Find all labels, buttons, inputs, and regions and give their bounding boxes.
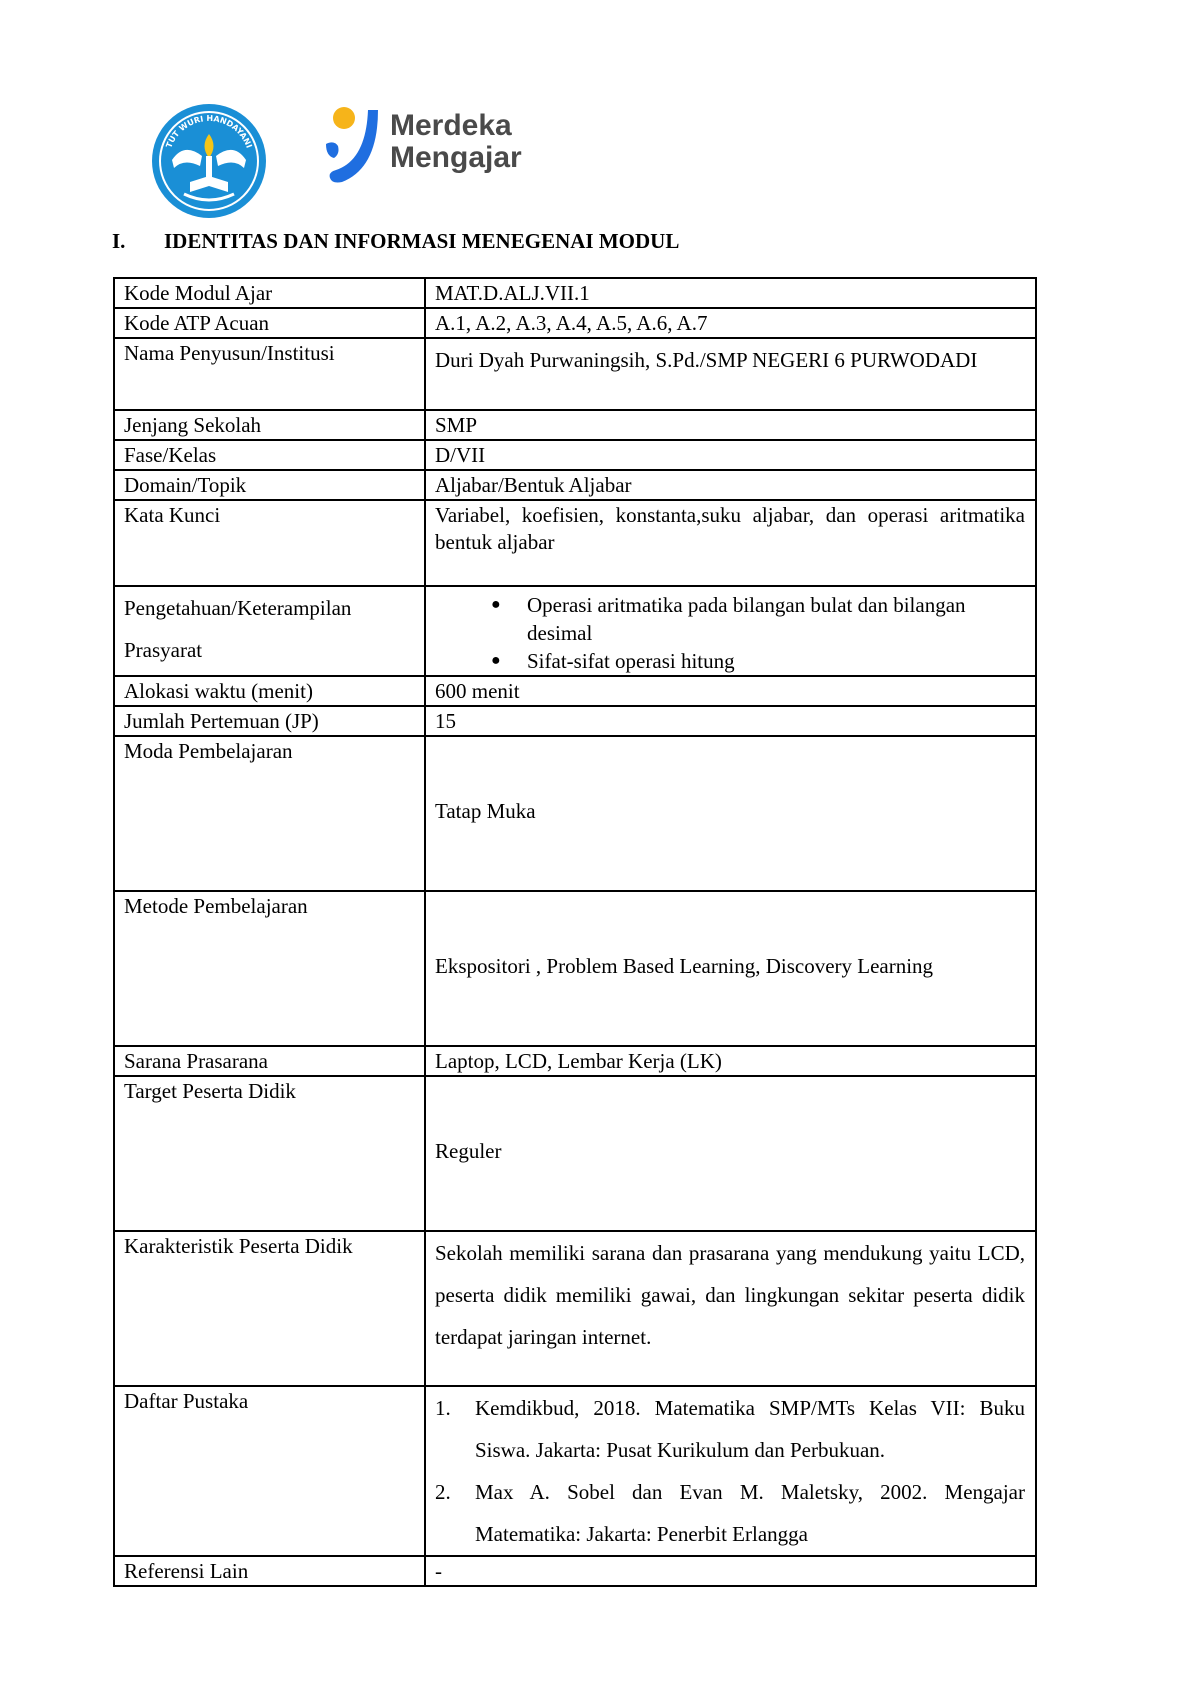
brand-line-1: Merdeka — [390, 109, 512, 142]
merdeka-mengajar-logo — [320, 100, 560, 210]
row-label: Kode ATP Acuan — [114, 308, 425, 338]
seal-text: TUT WURI HANDAYANI — [164, 113, 254, 150]
row-value: Sekolah memiliki sarana dan prasarana yang mendukung yaitu LCD, peserta didik memiliki gawai, dan lingkungan sekitar peserta didik terdapat jaringan internet. — [425, 1231, 1036, 1386]
table-row — [114, 891, 1036, 1046]
row-value: Duri Dyah Purwaningsih, S.Pd./SMP NEGERI 6 PURWODADI — [425, 338, 1036, 410]
row-label-line-2: Prasyarat — [124, 638, 203, 662]
row-value: A.1, A.2, A.3, A.4, A.5, A.6, A.7 — [425, 308, 1036, 338]
table-row — [114, 736, 1036, 891]
table-row — [114, 470, 1036, 500]
row-label: Nama Penyusun/Institusi — [114, 338, 425, 410]
section-heading — [112, 229, 679, 254]
row-value: Variabel, koefisien, konstanta,suku aljabar, dan operasi aritmatika bentuk aljabar — [425, 500, 1036, 586]
row-label — [114, 586, 425, 676]
row-value: SMP — [425, 410, 1036, 440]
section-number: I. — [112, 229, 126, 253]
table-row — [114, 1076, 1036, 1231]
row-label: Fase/Kelas — [114, 440, 425, 470]
table-row — [114, 706, 1036, 736]
module-info-table — [113, 277, 1037, 1587]
row-label: Alokasi waktu (menit) — [114, 676, 425, 706]
list-item — [435, 1387, 1025, 1471]
row-value-text: Tatap Muka — [435, 799, 536, 823]
logo-header — [150, 100, 550, 210]
row-value: D/VII — [425, 440, 1036, 470]
row-label: Jenjang Sekolah — [114, 410, 425, 440]
table-row — [114, 308, 1036, 338]
prerequisite-list — [435, 591, 1025, 675]
table-row — [114, 338, 1036, 410]
list-number: 1. — [435, 1396, 451, 1420]
row-value — [425, 1386, 1036, 1556]
list-text: Max A. Sobel dan Evan M. Maletsky, 2002. Mengajar Matematika: Jakarta: Penerbit Erlangga — [475, 1480, 1025, 1546]
row-value — [425, 1076, 1036, 1231]
table-row — [114, 586, 1036, 676]
row-value-text: Reguler — [435, 1139, 502, 1163]
row-value: MAT.D.ALJ.VII.1 — [425, 278, 1036, 308]
list-item: ● Operasi aritmatika pada bilangan bulat dan bilangan desimal — [527, 591, 1025, 647]
reference-list — [435, 1387, 1025, 1555]
row-value: Aljabar/Bentuk Aljabar — [425, 470, 1036, 500]
table-row — [114, 500, 1036, 586]
list-number: 2. — [435, 1480, 451, 1504]
list-item — [435, 1471, 1025, 1555]
table-row — [114, 440, 1036, 470]
row-value — [425, 891, 1036, 1046]
row-value-text: Ekspositori , Problem Based Learning, Discovery Learning — [435, 954, 934, 978]
row-label: Kode Modul Ajar — [114, 278, 425, 308]
row-value: 15 — [425, 706, 1036, 736]
row-value: - — [425, 1556, 1036, 1586]
brand-line-2: Mengajar — [390, 141, 522, 174]
row-label: Metode Pembelajaran — [114, 891, 425, 1046]
table-row — [114, 410, 1036, 440]
row-value: Laptop, LCD, Lembar Kerja (LK) — [425, 1046, 1036, 1076]
table-row — [114, 1556, 1036, 1586]
row-label: Moda Pembelajaran — [114, 736, 425, 891]
table-row — [114, 676, 1036, 706]
section-title: IDENTITAS DAN INFORMASI MENEGENAI MODUL — [164, 229, 680, 253]
table-row — [114, 278, 1036, 308]
row-value: 600 menit — [425, 676, 1036, 706]
table-row — [114, 1386, 1036, 1556]
row-value — [425, 586, 1036, 676]
row-label: Referensi Lain — [114, 1556, 425, 1586]
merdeka-mengajar-mark-icon — [320, 102, 384, 192]
table-row — [114, 1046, 1036, 1076]
row-label: Jumlah Pertemuan (JP) — [114, 706, 425, 736]
list-item: ● Sifat-sifat operasi hitung — [527, 647, 1025, 675]
row-label: Karakteristik Peserta Didik — [114, 1231, 425, 1386]
row-label: Sarana Prasarana — [114, 1046, 425, 1076]
row-label: Domain/Topik — [114, 470, 425, 500]
row-label: Target Peserta Didik — [114, 1076, 425, 1231]
table-row — [114, 1231, 1036, 1386]
row-label: Kata Kunci — [114, 500, 425, 586]
row-label-line-1: Pengetahuan/Keterampilan — [124, 596, 352, 620]
row-value — [425, 736, 1036, 891]
list-text: Kemdikbud, 2018. Matematika SMP/MTs Kelas VII: Buku Siswa. Jakarta: Pusat Kurikulum dan Perbukuan. — [475, 1396, 1025, 1462]
row-label: Daftar Pustaka — [114, 1386, 425, 1556]
tut-wuri-handayani-logo — [150, 102, 268, 220]
